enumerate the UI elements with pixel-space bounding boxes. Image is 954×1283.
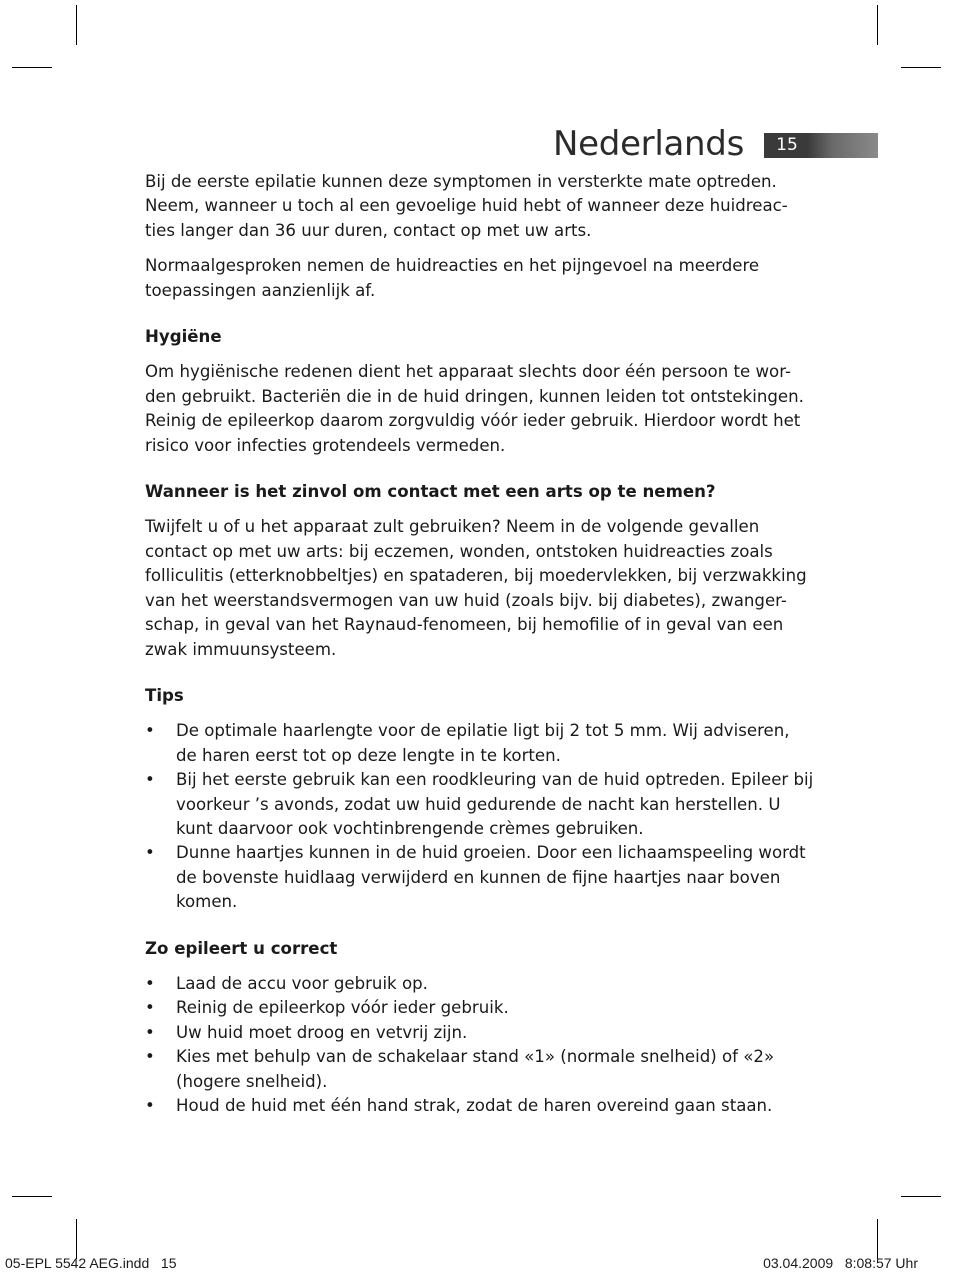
section-heading-arts: Wanneer is het zinvol om contact met een arts op te nemen? — [145, 482, 716, 502]
crop-mark-top-left — [12, 67, 52, 68]
list-item — [145, 1094, 815, 1118]
list-item-text: Kies met behulp van de schakelaar stand «1» (normale snelheid) of «2» (hogere snelheid). — [176, 1047, 775, 1091]
page-number: 15 — [776, 135, 798, 155]
crop-mark-top-left — [76, 5, 77, 45]
hygiene-paragraph: Om hygiënische redenen dient het apparaat slechts door één persoon te wor-den gebruikt. Bacteriën die in de huid dringen, kunnen leiden tot ontstekingen. Reinig de epileerkop daarom zorgvuldig vóór ieder gebruik. Hierdoor wordt het risico voor infecties grotendeels vermeden. — [145, 362, 804, 455]
section-heading-correct: Zo epileert u correct — [145, 938, 338, 958]
intro-paragraph: Bij de eerste epilatie kunnen deze symptomen in versterkte mate optreden. Neem, wanneer u toch al een gevoelige huid hebt of wanneer deze huidreac-ties langer dan 36 uur duren, contact op met uw arts. — [145, 172, 788, 240]
crop-mark-top-right — [901, 67, 941, 68]
list-item-text: Bij het eerste gebruik kan een roodkleuring van de huid optreden. Epileer bij voorkeur ’s avonds, zodat uw huid gedurende de nacht kan herstellen. U kunt daarvoor ook vochtinbrengende crèmes gebruiken. — [176, 770, 814, 838]
list-item — [145, 972, 815, 996]
bullet-icon: • — [145, 721, 155, 741]
list-item-text: Houd de huid met één hand strak, zodat de haren overeind gaan staan. — [176, 1096, 773, 1115]
crop-mark-bottom-left — [76, 1219, 77, 1259]
bullet-icon: • — [145, 998, 155, 1018]
list-item — [145, 1045, 815, 1094]
list-item-text: Reinig de epileerkop vóór ieder gebruik. — [176, 998, 509, 1018]
crop-mark-bottom-right — [877, 1219, 878, 1259]
crop-mark-top-right — [877, 5, 878, 45]
footer-timestamp: 03.04.2009 8:08:57 Uhr — [763, 1255, 918, 1271]
bullet-icon: • — [145, 770, 155, 790]
list-item-text: Dunne haartjes kunnen in de huid groeien. Door een lichaamspeeling wordt de bovenste huidlaag verwijderd en kunnen de fijne haartjes naar boven komen. — [176, 843, 806, 912]
intro-paragraph: Normaalgesproken nemen de huidreacties en het pijngevoel na meerdere toepassingen aanzienlijk af. — [145, 256, 760, 300]
section-heading-hygiene: Hygiëne — [145, 327, 222, 347]
list-item-text: Laad de accu voor gebruik op. — [176, 973, 428, 993]
page-content — [145, 170, 815, 1129]
crop-mark-bottom-left — [12, 1196, 52, 1197]
bullet-icon: • — [145, 1096, 155, 1115]
list-item — [145, 996, 815, 1020]
section-heading-tips: Tips — [145, 685, 184, 705]
correct-list — [145, 972, 815, 1118]
tips-list — [145, 719, 815, 914]
page-title: Nederlands — [553, 124, 744, 164]
footer-file-info: 05-EPL 5542 AEG.indd 15 — [5, 1255, 177, 1271]
list-item — [145, 768, 815, 841]
bullet-icon: • — [145, 973, 155, 993]
bullet-icon: • — [145, 1022, 155, 1042]
bullet-icon: • — [145, 1047, 155, 1067]
list-item-text: De optimale haarlengte voor de epilatie ligt bij 2 tot 5 mm. Wij adviseren, de haren eerst tot op deze lengte in te korten. — [176, 721, 790, 765]
arts-paragraph: Twijfelt u of u het apparaat zult gebruiken? Neem in de volgende gevallen contact op met uw arts: bij eczemen, wonden, ontstoken huidreacties zoals folliculitis (etterknobbeltjes) en spataderen, bij moedervlekken, bij verzwakking van het weerstandsvermogen van uw huid (zoals bijv. bij diabetes), zwanger-schap, in geval van het Raynaud-fenomeen, bij hemofilie of in geval van een zwak immuunsysteem. — [145, 517, 807, 659]
crop-mark-bottom-right — [901, 1196, 941, 1197]
list-item — [145, 719, 815, 768]
list-item — [145, 1021, 815, 1045]
bullet-icon: • — [145, 843, 155, 863]
list-item — [145, 841, 815, 914]
list-item-text: Uw huid moet droog en vetvrij zijn. — [176, 1022, 468, 1042]
